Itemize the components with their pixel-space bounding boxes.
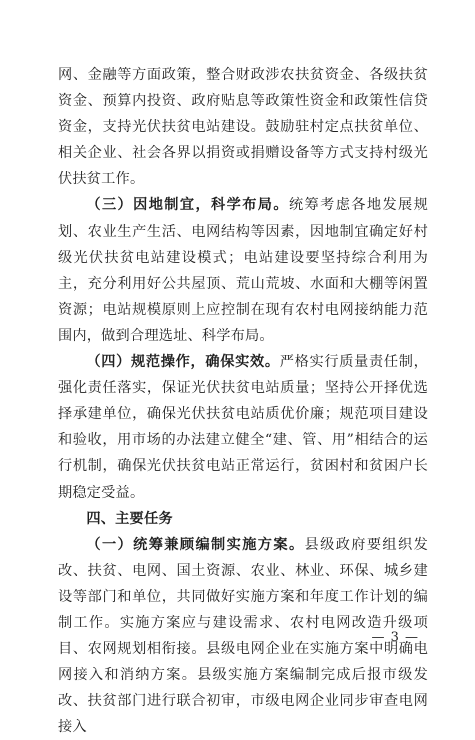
section-heading xyxy=(58,506,428,532)
section-heading-text: 四、主要任务 xyxy=(86,510,173,527)
paragraph-3-heading: （四）规范操作，确保实效。 xyxy=(86,354,280,371)
paragraph-2-heading: （三）因地制宜，科学布局。 xyxy=(86,197,289,214)
paragraph-1-body: 网、金融等方面政策，整合财政涉农扶贫资金、各级扶贫资金、预算内投资、政府贴息等政策性资金和政策性信贷资金，支持光伏扶贫电站建设。鼓励驻村定点扶贫单位、相关企业、社会各界以捐资或捐赠设备等方式支持村级光伏扶贫工作。 xyxy=(58,67,428,188)
paragraph-5-heading: （一）统筹兼顾编制实施方案。 xyxy=(86,536,305,553)
paragraph-2-body: 统筹考虑各地发展规划、农业生产生活、电网结构等因素，因地制宜确定好村级光伏扶贫电站建设模式；电站建设要坚持综合利用为主，充分利用好公共屋顶、荒山荒坡、水面和大棚等闲置资源；电站规模原则上应控制在现有农村电网接纳能力范围内，做到合理选址、科学布局。 xyxy=(58,197,428,344)
paragraph-1 xyxy=(58,62,428,192)
paragraph-3-body: 严格实行质量责任制，强化责任落实，保证光伏扶贫电站质量；坚持公开择优选择承建单位，确保光伏扶贫电站质优价廉；规范项目建设和验收，用市场的办法建立健全“建、管、用”相结合的运行机制，确保光伏扶贫电站正常运行，贫困村和贫困户长期稳定受益。 xyxy=(58,354,428,501)
page-number: — 3 — xyxy=(371,630,419,645)
paragraph-2 xyxy=(58,192,428,349)
paragraph-5-body: 县级政府要组织发改、扶贫、电网、国土资源、农业、林业、环保、城乡建设等部门和单位，共同做好实施方案和年度工作计划的编制工作。实施方案应与建设需求、农村电网改造升级项目、农网规划相衔接。县级电网企业在实施方案中明确电网接入和消纳方案。县级实施方案编制完成后报市级发改、扶贫部门进行联合初审，市级电网企业同步审查电网接入 xyxy=(58,536,428,736)
paragraph-3 xyxy=(58,349,428,506)
